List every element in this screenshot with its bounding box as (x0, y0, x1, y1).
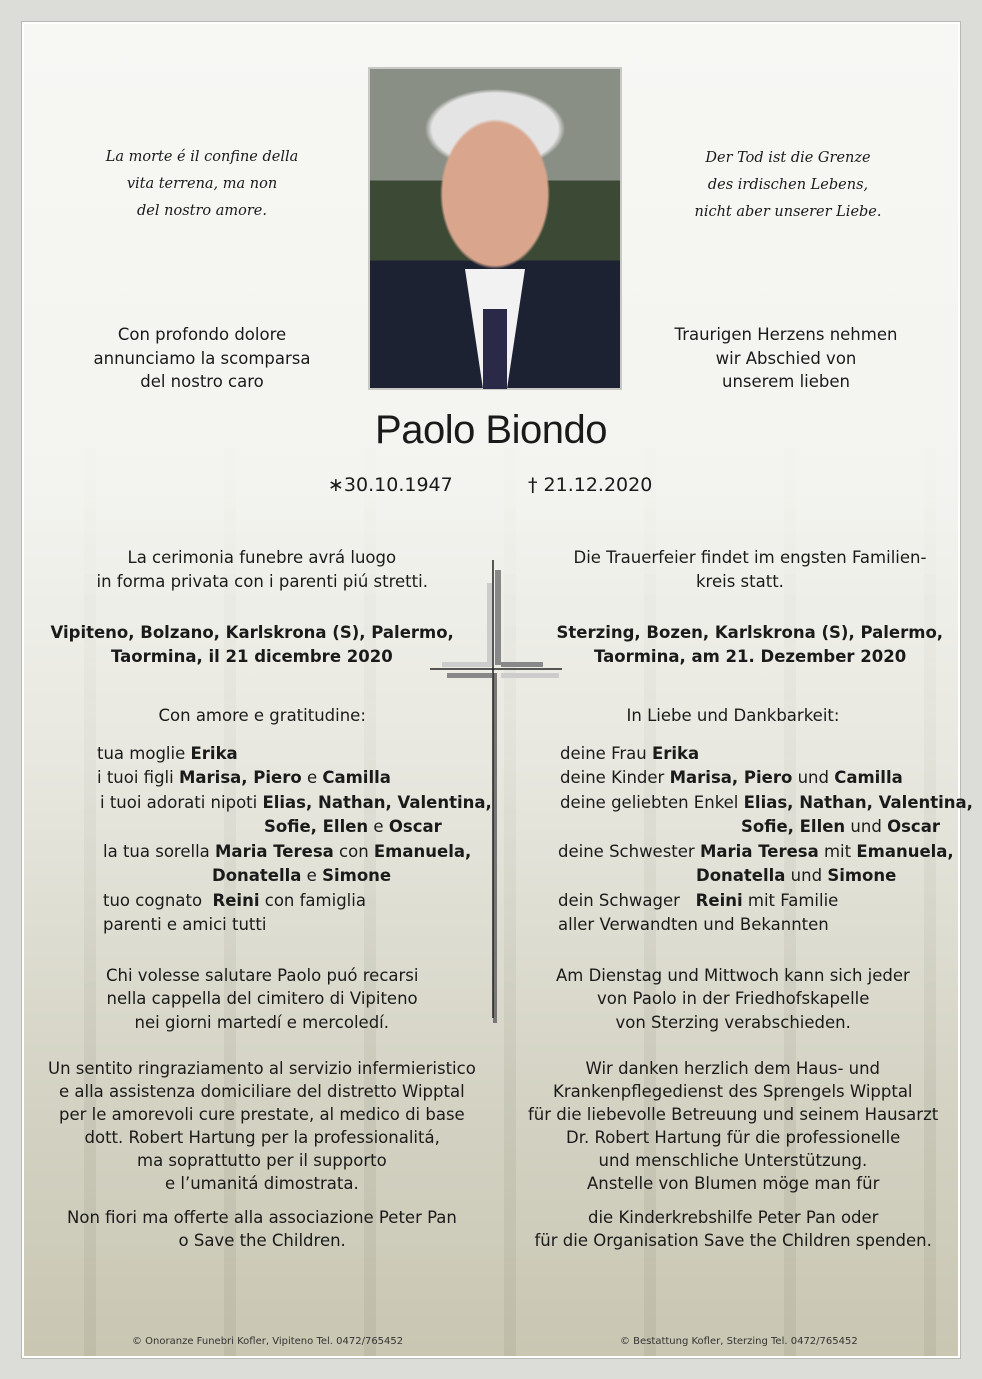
text-line (556, 964, 910, 988)
birth-date: ∗30.10.1947 (328, 474, 453, 496)
text-line (59, 1080, 465, 1104)
quote-line: Der Tod ist die Grenze (705, 150, 871, 166)
text-segment: deine Kinder (560, 768, 670, 787)
text-line (135, 1011, 390, 1035)
death-date: † 21.12.2020 (528, 474, 653, 496)
text-segment: Am Dienstag und Mittwoch kann sich jeder (556, 966, 910, 985)
text-line (588, 1206, 878, 1230)
name-text: Reini (695, 891, 743, 910)
text-segment: In Liebe und Dankbarkeit: (626, 706, 840, 725)
name-text: Sterzing, Bozen, Karlskrona (S), Palermo, (556, 623, 944, 642)
text-line (586, 1057, 881, 1081)
text-line (179, 1229, 346, 1253)
deceased-name: Paolo Biondo (375, 408, 607, 452)
intro-german (656, 323, 916, 394)
name-text: Simone (322, 866, 392, 885)
text-line (212, 864, 391, 888)
text-segment: e (368, 817, 389, 836)
text-line (107, 987, 418, 1011)
text-segment: Chi volesse salutare Paolo puó recarsi (106, 966, 419, 985)
text-segment: o Save the Children. (178, 1231, 346, 1250)
text-line (560, 766, 903, 790)
text-line (535, 1229, 932, 1253)
text-segment: und menschliche Unterstützung. (598, 1151, 868, 1170)
text-segment: Krankenpflegedienst des Sprengels Wipptal (553, 1082, 913, 1101)
text-line (97, 742, 238, 766)
name-text: Vipiteno, Bolzano, Karlskrona (S), Palermo, (50, 623, 454, 642)
name-text: Erika (190, 744, 238, 763)
quote-german (668, 145, 908, 226)
text-segment: con famiglia (259, 891, 366, 910)
text-line (59, 1103, 465, 1127)
text-line (741, 815, 940, 839)
text-segment: nei giorni martedí e mercoledí. (134, 1013, 390, 1032)
text-segment: und (845, 817, 888, 836)
name-text: Erika (651, 744, 700, 763)
intro-italian (72, 323, 332, 394)
text-line (594, 645, 906, 669)
quote-line: des irdischen Lebens, (707, 177, 869, 193)
text-segment: von Paolo in der Friedhofskapelle (597, 989, 870, 1008)
text-segment: dott. Robert Hartung per la professionalitá, (84, 1128, 440, 1147)
text-line (51, 621, 454, 645)
name-text: Donatella (696, 866, 786, 885)
text-segment: e l’umanitá dimostrata. (165, 1174, 359, 1193)
text-line (599, 1149, 868, 1173)
text-line (558, 913, 829, 937)
text-segment: Wir danken herzlich dem Haus- und (585, 1059, 881, 1078)
text-line (106, 964, 418, 988)
text-segment: deine Schwester (558, 842, 700, 861)
text-segment: la tua sorella (103, 842, 216, 861)
text-line (103, 840, 471, 864)
text-line (558, 889, 838, 913)
name-text: Reini (212, 891, 260, 910)
name-text: Maria Teresa (215, 842, 334, 861)
text-segment: in forma privata con i parenti piú stretti. (96, 571, 428, 591)
quote-italian (82, 144, 322, 225)
name-text: Donatella (212, 866, 302, 885)
intro-line: Traurigen Herzens nehmen (674, 325, 898, 344)
name-text: Elias, Nathan, Valentina, (262, 793, 492, 812)
footer-german: © Bestattung Kofler, Sterzing Tel. 0472/765452 (620, 1336, 858, 1347)
text-line (48, 1057, 476, 1081)
text-segment: deine geliebten Enkel (560, 793, 744, 812)
text-line (103, 913, 266, 937)
text-line (696, 864, 896, 888)
name-text: Maria Teresa (699, 842, 819, 861)
portrait-photo (368, 67, 622, 390)
text-segment: e (301, 768, 323, 787)
name-text: Taormina, am 21. Dezember 2020 (594, 646, 907, 666)
text-segment: mit Familie (742, 891, 839, 910)
name-text: Oscar (388, 817, 442, 836)
text-segment: nella cappella del cimitero di Vipiteno (106, 989, 418, 1008)
text-line (560, 742, 699, 766)
text-line (557, 621, 944, 645)
text-line (574, 546, 927, 570)
text-line (97, 570, 428, 594)
text-line (587, 1172, 879, 1196)
text-segment: und (785, 866, 828, 885)
text-segment: dein Schwager (558, 891, 696, 910)
quote-line: vita terrena, ma non (126, 176, 278, 192)
text-line (566, 1126, 900, 1150)
name-text: Sofie, Ellen (264, 817, 369, 836)
name-text: Emanuela, (856, 842, 954, 861)
text-segment: Dr. Robert Hartung für die professionelle (566, 1128, 901, 1147)
intro-line: wir Abschied von (715, 348, 857, 368)
text-segment: con (333, 842, 374, 861)
name-text: Camilla (834, 768, 903, 787)
text-line (558, 840, 954, 864)
text-segment: tua moglie (97, 744, 191, 763)
text-line (67, 1206, 457, 1230)
name-text: Simone (827, 866, 897, 885)
text-segment: tuo cognato (103, 891, 213, 910)
text-line (97, 766, 391, 790)
text-segment: mit (818, 842, 857, 861)
text-line (264, 815, 442, 839)
text-line (627, 704, 840, 728)
text-segment: Anstelle von Blumen möge man für (587, 1174, 880, 1193)
text-line (137, 1149, 387, 1173)
text-line (553, 1080, 913, 1104)
text-segment: i tuoi adorati nipoti (100, 793, 263, 812)
text-segment: e alla assistenza domiciliare del distretto Wipptal (59, 1082, 465, 1101)
name-text: Elias, Nathan, Valentina, (743, 793, 973, 812)
text-segment: Die Trauerfeier findet im engsten Familien- (573, 548, 927, 567)
intro-line: unserem lieben (722, 372, 850, 391)
text-line (128, 546, 397, 570)
text-line (100, 791, 492, 815)
text-segment: und (792, 768, 835, 787)
quote-line: nicht aber unserer Liebe. (694, 204, 882, 220)
name-text: Oscar (887, 817, 940, 836)
intro-line: Con profondo dolore (117, 325, 287, 344)
text-segment: Un sentito ringraziamento al servizio infermieristico (48, 1059, 476, 1078)
text-line (528, 1103, 938, 1127)
text-line (111, 645, 393, 669)
text-line (616, 1011, 851, 1035)
text-segment: i tuoi figli (97, 768, 179, 787)
text-line (165, 1172, 359, 1196)
name-text: Marisa, Piero (669, 768, 793, 787)
text-segment: deine Frau (560, 744, 652, 763)
name-text: Taormina, il 21 dicembre 2020 (111, 646, 393, 666)
text-segment: die Kinderkrebshilfe Peter Pan oder (588, 1208, 879, 1227)
intro-line: annunciamo la scomparsa (93, 348, 311, 368)
text-segment: für die Organisation Save the Children spenden. (534, 1231, 932, 1250)
text-segment: parenti e amici tutti (103, 915, 267, 934)
cross-icon (425, 548, 565, 1023)
quote-line: La morte é il confine della (105, 149, 299, 165)
text-line (597, 987, 869, 1011)
name-text: Camilla (322, 768, 391, 787)
text-line (560, 791, 973, 815)
text-segment: e (301, 866, 323, 885)
quote-line: del nostro amore. (137, 203, 267, 219)
text-segment: La cerimonia funebre avrá luogo (127, 548, 397, 567)
text-line (159, 704, 366, 728)
footer-italian: © Onoranze Funebri Kofler, Vipiteno Tel. 0472/765452 (132, 1336, 404, 1347)
text-line (103, 889, 366, 913)
text-segment: kreis statt. (696, 571, 784, 591)
text-segment: Non fiori ma offerte alla associazione Peter Pan (67, 1208, 457, 1227)
text-segment: Con amore e gratitudine: (158, 706, 366, 725)
intro-line: del nostro caro (140, 372, 264, 391)
text-segment: ma soprattutto per il supporto (137, 1151, 387, 1170)
text-segment: aller Verwandten und Bekannten (558, 915, 829, 934)
name-text: Sofie, Ellen (741, 817, 846, 836)
text-segment: per le amorevoli cure prestate, al medico di base (59, 1105, 465, 1124)
text-segment: für die liebevolle Betreuung und seinem Hausarzt (528, 1105, 939, 1124)
name-text: Emanuela, (373, 842, 472, 861)
text-segment: von Sterzing verabschieden. (615, 1013, 851, 1032)
name-text: Marisa, Piero (178, 768, 302, 787)
text-line (696, 570, 784, 594)
text-line (85, 1126, 440, 1150)
